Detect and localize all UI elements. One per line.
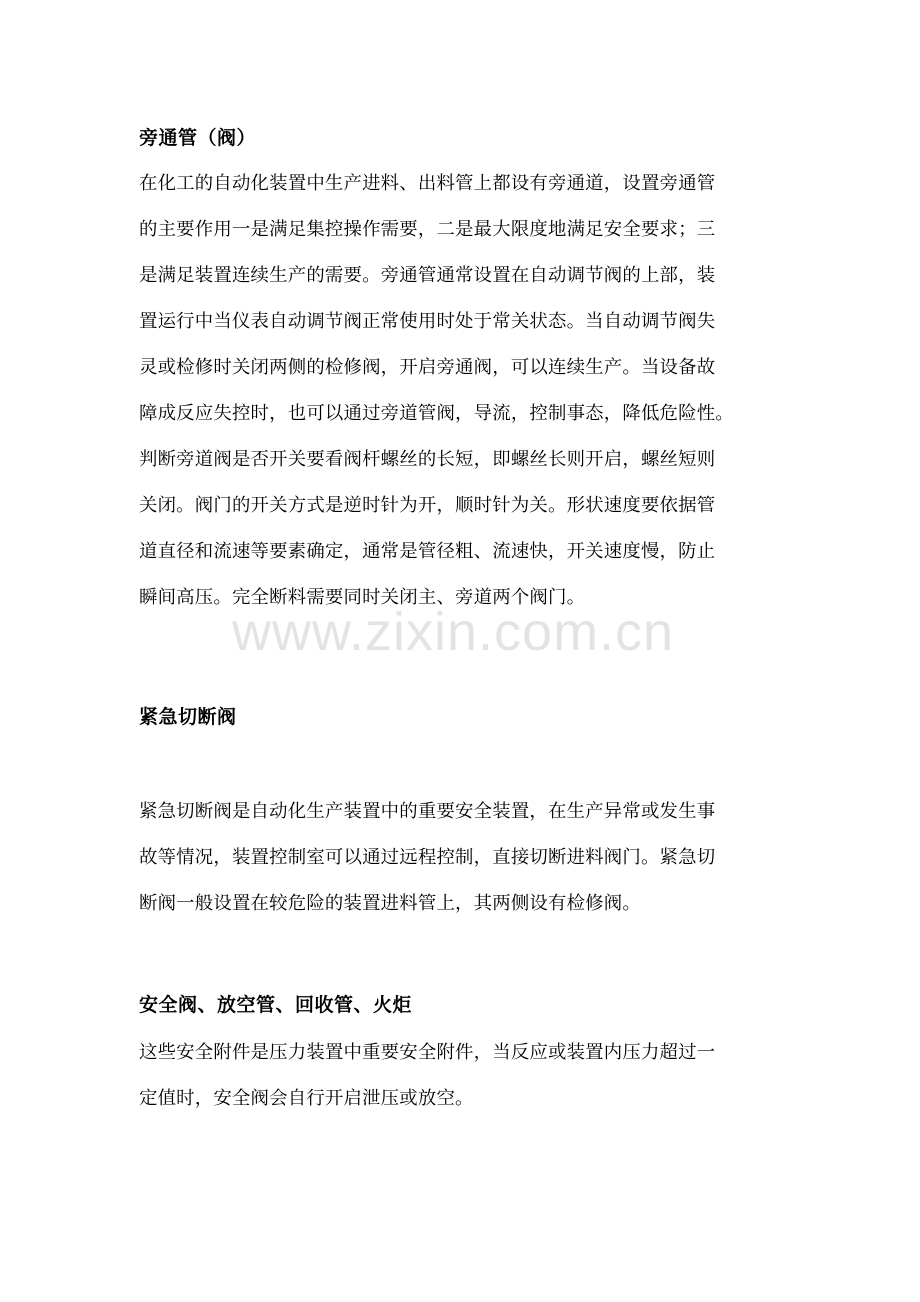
- text-line: 置运行中当仪表自动调节阀正常使用时处于常关状态。当自动调节阀失: [139, 311, 716, 332]
- text-line: 关闭。阀门的开关方式是逆时针为开，顺时针为关。形状速度要依据管: [139, 495, 716, 516]
- section-body-bypass-valve: [139, 161, 789, 621]
- text-line: 这些安全附件是压力装置中重要安全附件，当反应或装置内压力超过一: [139, 1042, 716, 1063]
- text-line: 灵或检修时关闭两侧的检修阀，开启旁通阀，可以连续生产。当设备故: [139, 357, 716, 378]
- text-line: 故等情况，装置控制室可以通过远程控制，直接切断进料阀门。紧急切: [139, 847, 716, 868]
- text-line: 障成反应失控时，也可以通过旁道管阀，导流，控制事态，降低危险性。: [139, 403, 734, 424]
- text-line: 紧急切断阀是自动化生产装置中的重要安全装置，在生产异常或发生事: [139, 801, 716, 822]
- text-line: 是满足装置连续生产的需要。旁通管通常设置在自动调节阀的上部，装: [139, 265, 716, 286]
- text-line: 瞬间高压。完全断料需要同时关闭主、旁道两个阀门。: [139, 587, 586, 608]
- section-heading-safety-accessories: 安全阀、放空管、回收管、火炬: [139, 994, 413, 1016]
- text-line: 道直径和流速等要素确定，通常是管径粗、流速快，开关速度慢，防止: [139, 541, 716, 562]
- text-line: 定值时，安全阀会自行开启泄压或放空。: [139, 1088, 474, 1109]
- text-line: 判断旁道阀是否开关要看阀杆螺丝的长短，即螺丝长则开启，螺丝短则: [139, 449, 716, 470]
- watermark: www.zixin.com.cn: [232, 602, 675, 662]
- text-line: 在化工的自动化装置中生产进料、出料管上都设有旁通道，设置旁通管: [139, 173, 716, 194]
- section-body-emergency-shutoff-valve: [139, 789, 789, 927]
- section-heading-bypass-valve: 旁通管（阀）: [139, 127, 257, 149]
- section-body-safety-accessories: [139, 1030, 789, 1122]
- text-line: 的主要作用一是满足集控操作需要，二是最大限度地满足安全要求；三: [139, 219, 716, 240]
- text-line: 断阀一般设置在较危险的装置进料管上，其两侧设有检修阀。: [139, 893, 641, 914]
- section-heading-emergency-shutoff-valve: 紧急切断阀: [139, 706, 237, 728]
